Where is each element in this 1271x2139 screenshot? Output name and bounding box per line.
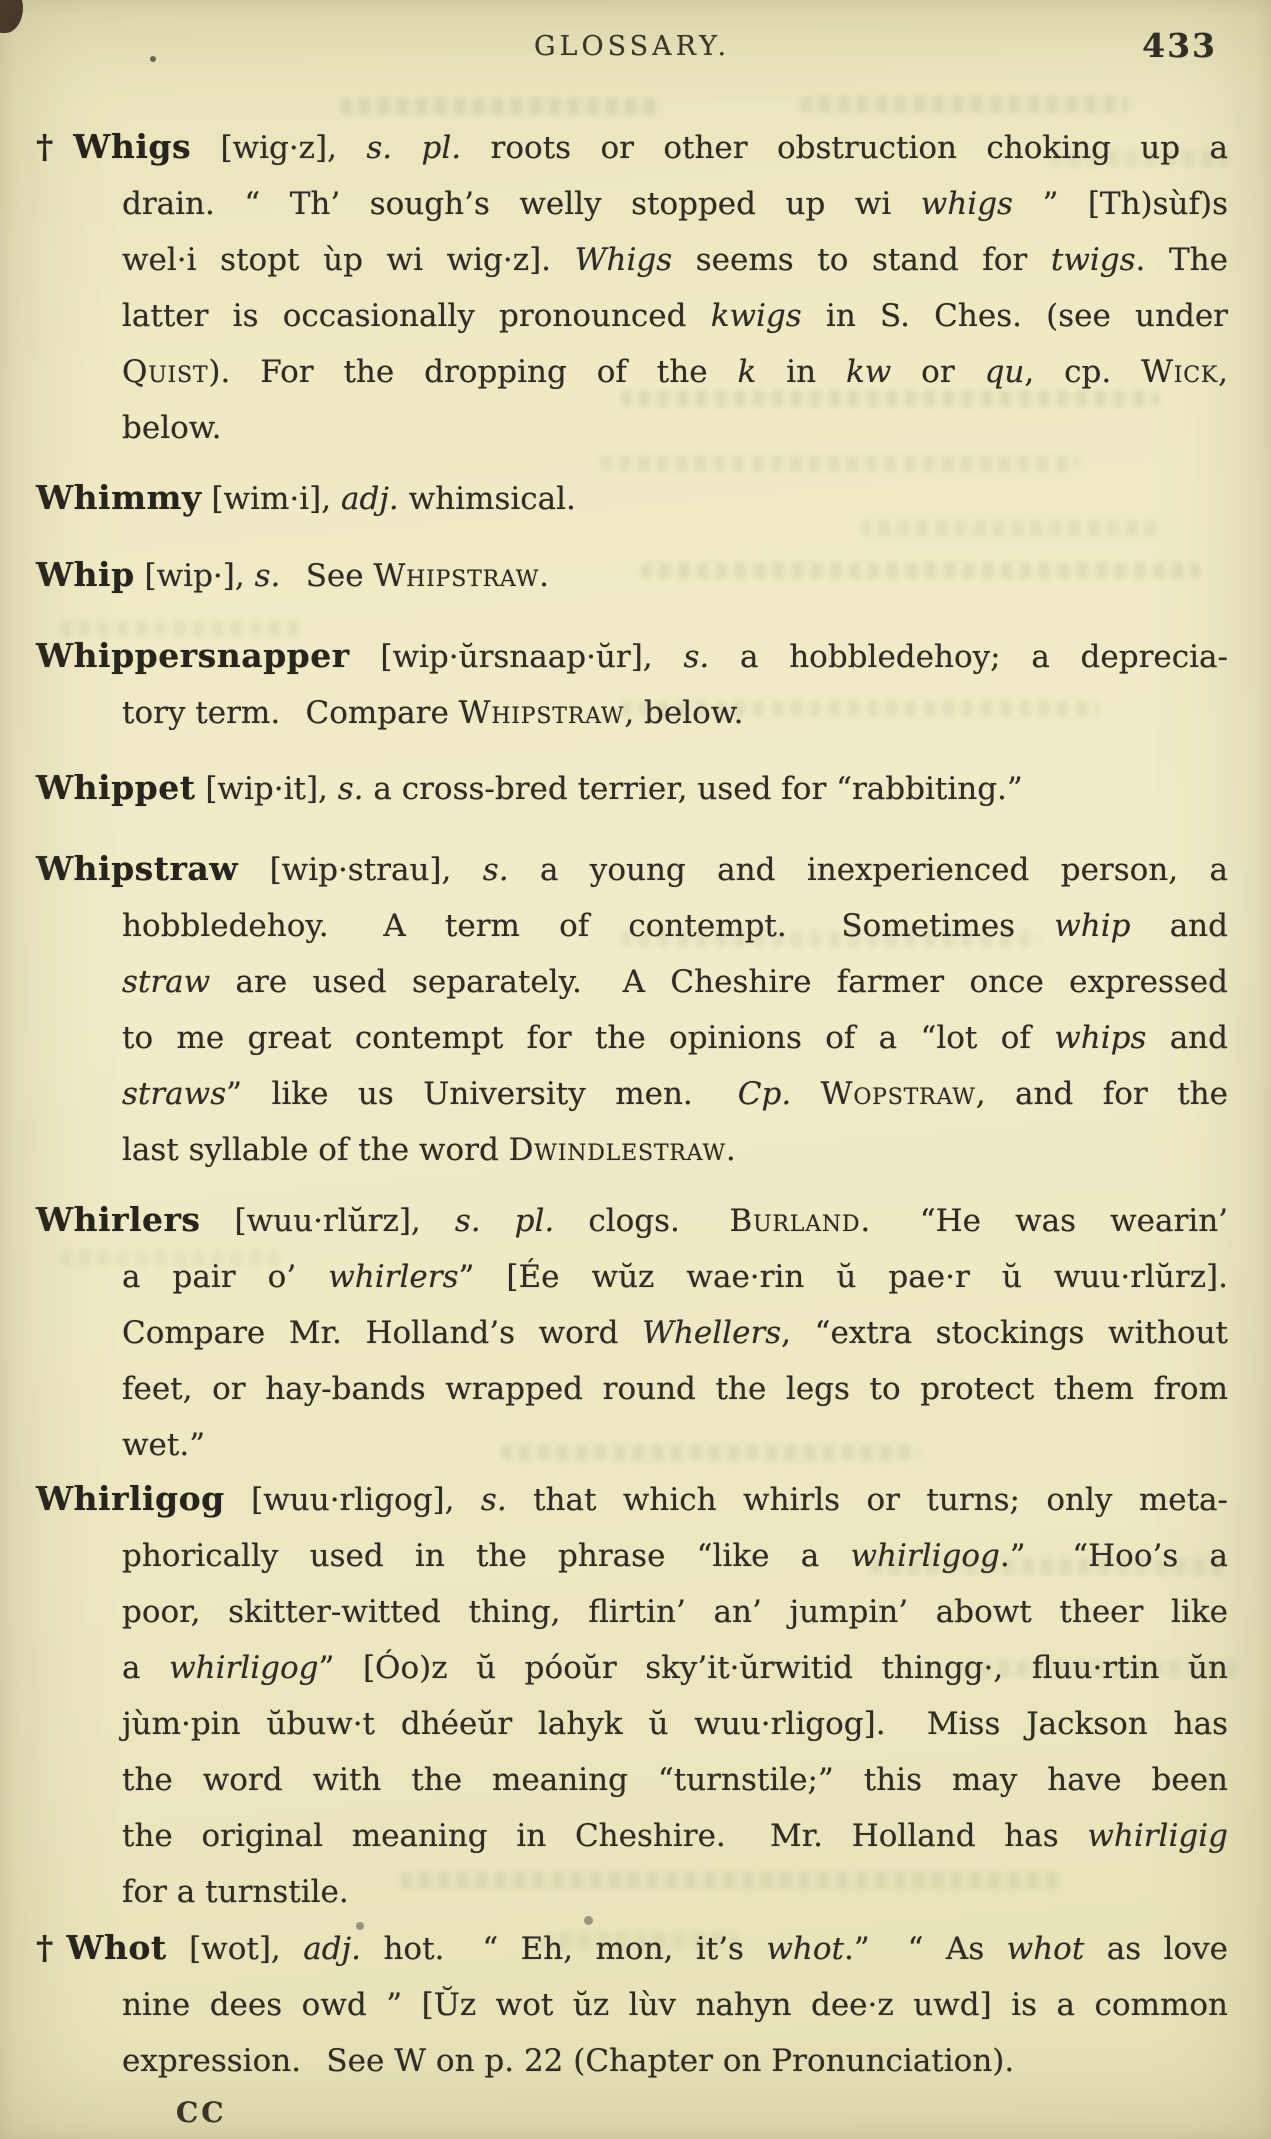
- entry-text: ” [Th)sùf)s: [1012, 186, 1228, 222]
- entry-line-whigs-1: [36, 127, 1229, 167]
- entry-text: the original meaning in Cheshire. Mr. Holland has: [122, 1818, 1088, 1854]
- entry-text: k: [737, 354, 757, 390]
- entry-text: kwigs: [710, 298, 802, 334]
- entry-text: [wip·strau],: [238, 852, 483, 888]
- entry-text: s.: [683, 639, 710, 675]
- entry-text: s.: [482, 852, 509, 888]
- showthrough-smudge: [620, 390, 1160, 407]
- entry-text: s.: [480, 1482, 507, 1518]
- entry-line-whipstraw-2: [122, 908, 1228, 945]
- showthrough-smudge: [860, 520, 1160, 537]
- entry-line-whippersnapper-1: [36, 636, 1228, 676]
- entry-text: Compare Mr. Holland’s word: [122, 1315, 643, 1351]
- entry-text: clogs.: [554, 1203, 730, 1239]
- cross-reference: Whipstraw: [458, 695, 625, 731]
- entry-text: s. pl.: [454, 1203, 555, 1239]
- entry-text: wet.”: [122, 1427, 206, 1463]
- cross-reference: Wick: [1141, 354, 1219, 390]
- entry-text: a: [122, 1650, 170, 1686]
- entry-text: wel·i stopt ùp wi wig·z].: [122, 242, 575, 278]
- entry-text: whips: [1054, 1020, 1147, 1056]
- entry-text: Whigs: [574, 242, 673, 278]
- entry-text: are used separately. A Cheshire farmer once expressed: [210, 964, 1228, 1000]
- entry-text: qu: [984, 354, 1025, 390]
- entry-text: [wip·],: [134, 558, 255, 594]
- entry-line-whigs-4: [122, 298, 1228, 335]
- entry-text: drain. “ Th’ sough’s welly stopped up wi: [122, 186, 921, 222]
- entry-text: nine dees owd ” [Ŭz wot ŭz lùv nahyn dee·z uwd] is a common: [122, 1987, 1228, 2023]
- entry-line-whirligog-2: [122, 1538, 1228, 1575]
- entry-text: phorically used in the phrase “like a: [122, 1538, 851, 1574]
- entry-text: Cp.: [737, 1076, 792, 1112]
- entry-text: [wuu·rligog],: [224, 1482, 481, 1518]
- entry-line-whot-3: [122, 2043, 1228, 2080]
- entry-text: whimsical.: [398, 481, 576, 517]
- entry-text: in S. Ches. (see under: [801, 298, 1229, 334]
- entry-text: roots or other obstruction choking up a: [461, 130, 1229, 166]
- entry-line-whirligog-6: [122, 1762, 1228, 1799]
- entry-line-whigs-3: [122, 242, 1228, 279]
- entry-text: feet, or hay-bands wrapped round the legs to protect them from: [122, 1371, 1228, 1407]
- entry-text: whot: [1006, 1931, 1085, 1967]
- ink-speck: [584, 1916, 593, 1925]
- entry-text: as love: [1084, 1931, 1228, 1967]
- entry-text: hot. “ Eh, mon, it’s: [361, 1931, 767, 1967]
- entry-text: , cp.: [1024, 354, 1142, 390]
- entry-text: [wip·it],: [195, 771, 338, 807]
- entry-line-whipstraw-6: [122, 1132, 1228, 1169]
- entry-text: latter is occasionally pronounced: [122, 298, 711, 334]
- ink-speck: [356, 1922, 364, 1930]
- entry-line-whip-1: [36, 555, 1228, 595]
- headword: Whimmy: [36, 478, 202, 517]
- entry-text: straws: [122, 1076, 227, 1112]
- entry-text: poor, skitter-witted thing, flirtin’ an’ jumpin’ abowt theer like: [122, 1594, 1228, 1630]
- entry-text: . “He was wearin’: [860, 1203, 1229, 1239]
- entry-text: twigs: [1050, 242, 1136, 278]
- headword: Whirlers: [36, 1200, 201, 1239]
- entry-text: below.: [122, 410, 222, 446]
- entry-line-whimmy-1: [36, 478, 1228, 518]
- entry-text: [wig·z],: [191, 130, 367, 166]
- entry-text: seems to stand for: [672, 242, 1051, 278]
- entry-text: , “extra stockings without: [781, 1315, 1229, 1351]
- entry-line-whot-1: [36, 1928, 1228, 1968]
- entry-text: ” [Ée wŭz wae·rin ŭ pae·r ŭ wuu·rlŭrz].: [458, 1259, 1228, 1295]
- entry-text: . The: [1135, 242, 1228, 278]
- entry-line-whirlers-2: [122, 1259, 1228, 1296]
- entry-text: whirligig: [1087, 1818, 1228, 1854]
- entry-line-whirlers-1: [36, 1200, 1229, 1240]
- entry-text: ” [Óo)z ŭ póoŭr sky’it·ŭrwitid thingg·, fluu·rtin ŭn: [318, 1650, 1228, 1686]
- entry-text: whirlers: [328, 1259, 459, 1295]
- cross-reference: Burland: [729, 1203, 861, 1239]
- entry-line-whipstraw-1: [36, 849, 1228, 889]
- entry-text: whirligog: [169, 1650, 319, 1686]
- entry-text: whip: [1054, 908, 1131, 944]
- entry-text: , below.: [624, 695, 744, 731]
- headword: †Whot: [36, 1928, 167, 1967]
- entry-text: [wip·ŭrsnaap·ŭr],: [349, 639, 684, 675]
- entry-text: that which whirls or turns; only meta-: [506, 1482, 1228, 1518]
- signature-mark: CC: [176, 2096, 227, 2129]
- entry-line-whirligog-1: [36, 1479, 1228, 1519]
- entry-text: See: [280, 558, 374, 594]
- entry-text: adj.: [303, 1931, 362, 1967]
- entry-text: kw: [845, 354, 892, 390]
- entry-text: last syllable of the word: [122, 1132, 509, 1168]
- showthrough-smudge: [340, 98, 660, 115]
- entry-text: whot: [766, 1931, 845, 1967]
- cross-reference: Dwindlestraw: [508, 1132, 726, 1168]
- entry-text: jùm·pin ŭbuw·t dhéeŭr lahyk ŭ wuu·rligog]. Miss Jackson has: [122, 1706, 1228, 1742]
- entry-text: a hobbledehoy; a deprecia-: [709, 639, 1228, 675]
- entry-text: and: [1130, 908, 1228, 944]
- entry-text: whigs: [920, 186, 1013, 222]
- entry-text: whirligog: [850, 1538, 1000, 1574]
- entry-line-whipstraw-4: [122, 1020, 1228, 1057]
- entry-line-whipstraw-5: [122, 1076, 1228, 1113]
- entry-text: , and for the: [975, 1076, 1228, 1112]
- entry-text: and: [1146, 1020, 1228, 1056]
- entry-line-whirlers-5: [122, 1427, 1228, 1464]
- entry-text: [wuu·rlŭrz],: [200, 1203, 455, 1239]
- entry-text: [wim·i],: [201, 481, 341, 517]
- entry-text: a cross-bred terrier, used for “rabbiting.”: [363, 771, 1023, 807]
- entry-text: the word with the meaning “turnstile;” this may have been: [122, 1762, 1228, 1798]
- entry-line-whirlers-3: [122, 1315, 1228, 1352]
- entry-text: .: [539, 558, 550, 594]
- entry-line-whirligog-3: [122, 1594, 1228, 1631]
- entry-text: adj.: [340, 481, 399, 517]
- entry-line-whigs-5: [122, 354, 1228, 391]
- entry-text: ,: [1218, 354, 1228, 390]
- entry-line-whirligog-8: [122, 1874, 1228, 1911]
- entry-line-whippet-1: [36, 768, 1228, 808]
- entry-line-whippersnapper-2: [122, 695, 1228, 732]
- entry-text: or: [891, 354, 985, 390]
- headword: Whip: [36, 555, 135, 594]
- entry-line-whigs-6: [122, 410, 1228, 447]
- entry-line-whigs-2: [122, 186, 1228, 223]
- entry-text: s.: [337, 771, 364, 807]
- entry-text: s. pl.: [366, 130, 462, 166]
- headword: Whippersnapper: [36, 636, 350, 675]
- cross-reference: Wopstraw: [820, 1076, 976, 1112]
- entry-line-whirligog-4: [122, 1650, 1228, 1687]
- entry-line-whirligog-5: [122, 1706, 1228, 1743]
- entry-text: s.: [254, 558, 281, 594]
- entry-text: [wot],: [166, 1931, 304, 1967]
- entry-text: a young and inexperienced person, a: [508, 852, 1228, 888]
- entry-text: a pair o’: [122, 1259, 329, 1295]
- showthrough-smudge: [600, 455, 1080, 472]
- entry-text: .: [725, 1132, 736, 1168]
- running-header-title: GLOSSARY.: [533, 31, 731, 62]
- entry-text: straw: [122, 964, 211, 1000]
- entry-line-whot-2: [122, 1987, 1228, 2024]
- entry-text: hobbledehoy. A term of contempt. Sometimes: [122, 908, 1055, 944]
- entry-text: Whellers: [642, 1315, 782, 1351]
- entry-line-whirligog-7: [122, 1818, 1228, 1855]
- entry-text: [791, 1076, 820, 1112]
- entry-text: .” “Hoo’s a: [999, 1538, 1228, 1574]
- entry-text: tory term. Compare: [122, 695, 459, 731]
- entry-text: ” like us University men.: [226, 1076, 738, 1112]
- entry-line-whirlers-4: [122, 1371, 1228, 1408]
- headword: †Whigs: [36, 127, 192, 166]
- cross-reference: Whipstraw: [373, 558, 540, 594]
- entry-text: in: [756, 354, 846, 390]
- entry-text: for a turnstile.: [122, 1874, 349, 1910]
- entry-text: to me great contempt for the opinions of a “lot of: [122, 1020, 1055, 1056]
- page-number: 433: [1142, 26, 1217, 65]
- scan-corner-artifact: [0, 0, 23, 33]
- entry-text: ). For the dropping of the: [208, 354, 738, 390]
- entry-text: .” “ As: [844, 1931, 1007, 1967]
- cross-reference: Quist: [122, 354, 209, 390]
- entry-text: expression. See W on p. 22 (Chapter on Pronunciation).: [122, 2043, 1015, 2079]
- headword: Whipstraw: [36, 849, 239, 888]
- entry-line-whipstraw-3: [122, 964, 1228, 1001]
- headword: Whirligog: [36, 1479, 225, 1518]
- showthrough-smudge: [800, 96, 1130, 113]
- headword: Whippet: [36, 768, 196, 807]
- showthrough-smudge: [60, 620, 300, 637]
